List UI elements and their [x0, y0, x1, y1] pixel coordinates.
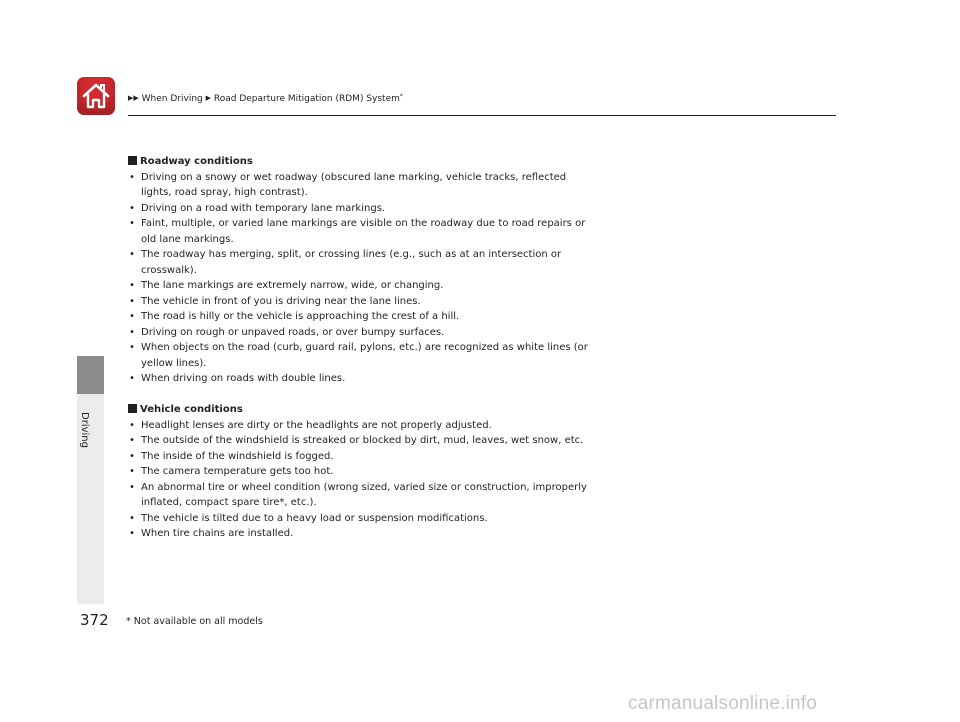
square-bullet-icon	[128, 156, 137, 165]
list-item: • Headlight lenses are dirty or the headlights are not properly adjusted.	[128, 418, 588, 434]
list-item: • The roadway has merging, split, or crossing lines (e.g., such as at an intersection or crosswalk).	[128, 247, 588, 278]
list-item: • The vehicle in front of you is driving near the lane lines.	[128, 294, 588, 310]
section-heading	[128, 402, 588, 418]
breadcrumb-asterisk: *	[399, 93, 403, 100]
home-icon	[80, 80, 112, 112]
list-item: • When driving on roads with double lines.	[128, 371, 588, 387]
watermark: carmanualsonline.info	[628, 693, 818, 714]
header-divider	[128, 115, 836, 116]
list-item: • When tire chains are installed.	[128, 526, 588, 542]
list-item: • Faint, multiple, or varied lane markings are visible on the roadway due to road repairs or old lane markings.	[128, 216, 588, 247]
section-label: Driving	[79, 412, 90, 448]
list-item: • Driving on a road with temporary lane markings.	[128, 201, 588, 217]
list-item: • Driving on a snowy or wet roadway (obscured lane marking, vehicle tracks, reflected lights, road spray, high contrast).	[128, 170, 588, 201]
section-heading-text: Vehicle conditions	[140, 404, 243, 415]
list-item: • Driving on rough or unpaved roads, or over bumpy surfaces.	[128, 325, 588, 341]
list-item: • The vehicle is tilted due to a heavy load or suspension modifications.	[128, 511, 588, 527]
list-item: • The camera temperature gets too hot.	[128, 464, 588, 480]
breadcrumb-item-when-driving[interactable]: When Driving	[141, 94, 203, 104]
home-button[interactable]	[77, 77, 115, 115]
page-number: 372	[80, 611, 109, 629]
section-tab[interactable]	[77, 356, 104, 394]
list-item: • An abnormal tire or wheel condition (wrong sized, varied size or construction, improperly inflated, compact spare tire*, etc.).	[128, 480, 588, 511]
list-item: • The road is hilly or the vehicle is approaching the crest of a hill.	[128, 309, 588, 325]
breadcrumb-arrow-icon: ▶▶	[128, 94, 139, 102]
breadcrumb-item-rdm-system[interactable]: Road Departure Mitigation (RDM) System	[213, 94, 400, 104]
roadway-conditions-list	[128, 170, 588, 387]
list-item: • The inside of the windshield is fogged.	[128, 449, 588, 465]
square-bullet-icon	[128, 404, 137, 413]
section-heading	[128, 154, 588, 170]
breadcrumb-arrow-icon: ▶	[205, 94, 212, 102]
list-item: • The outside of the windshield is streaked or blocked by dirt, mud, leaves, wet snow, etc.	[128, 433, 588, 449]
main-content	[128, 154, 588, 542]
footnote: * Not available on all models	[126, 616, 263, 627]
list-item: • When objects on the road (curb, guard rail, pylons, etc.) are recognized as white lines (or yellow lines).	[128, 340, 588, 371]
vehicle-conditions-list	[128, 418, 588, 542]
section-heading-text: Roadway conditions	[140, 156, 253, 167]
breadcrumb	[128, 94, 403, 105]
list-item: • The lane markings are extremely narrow, wide, or changing.	[128, 278, 588, 294]
